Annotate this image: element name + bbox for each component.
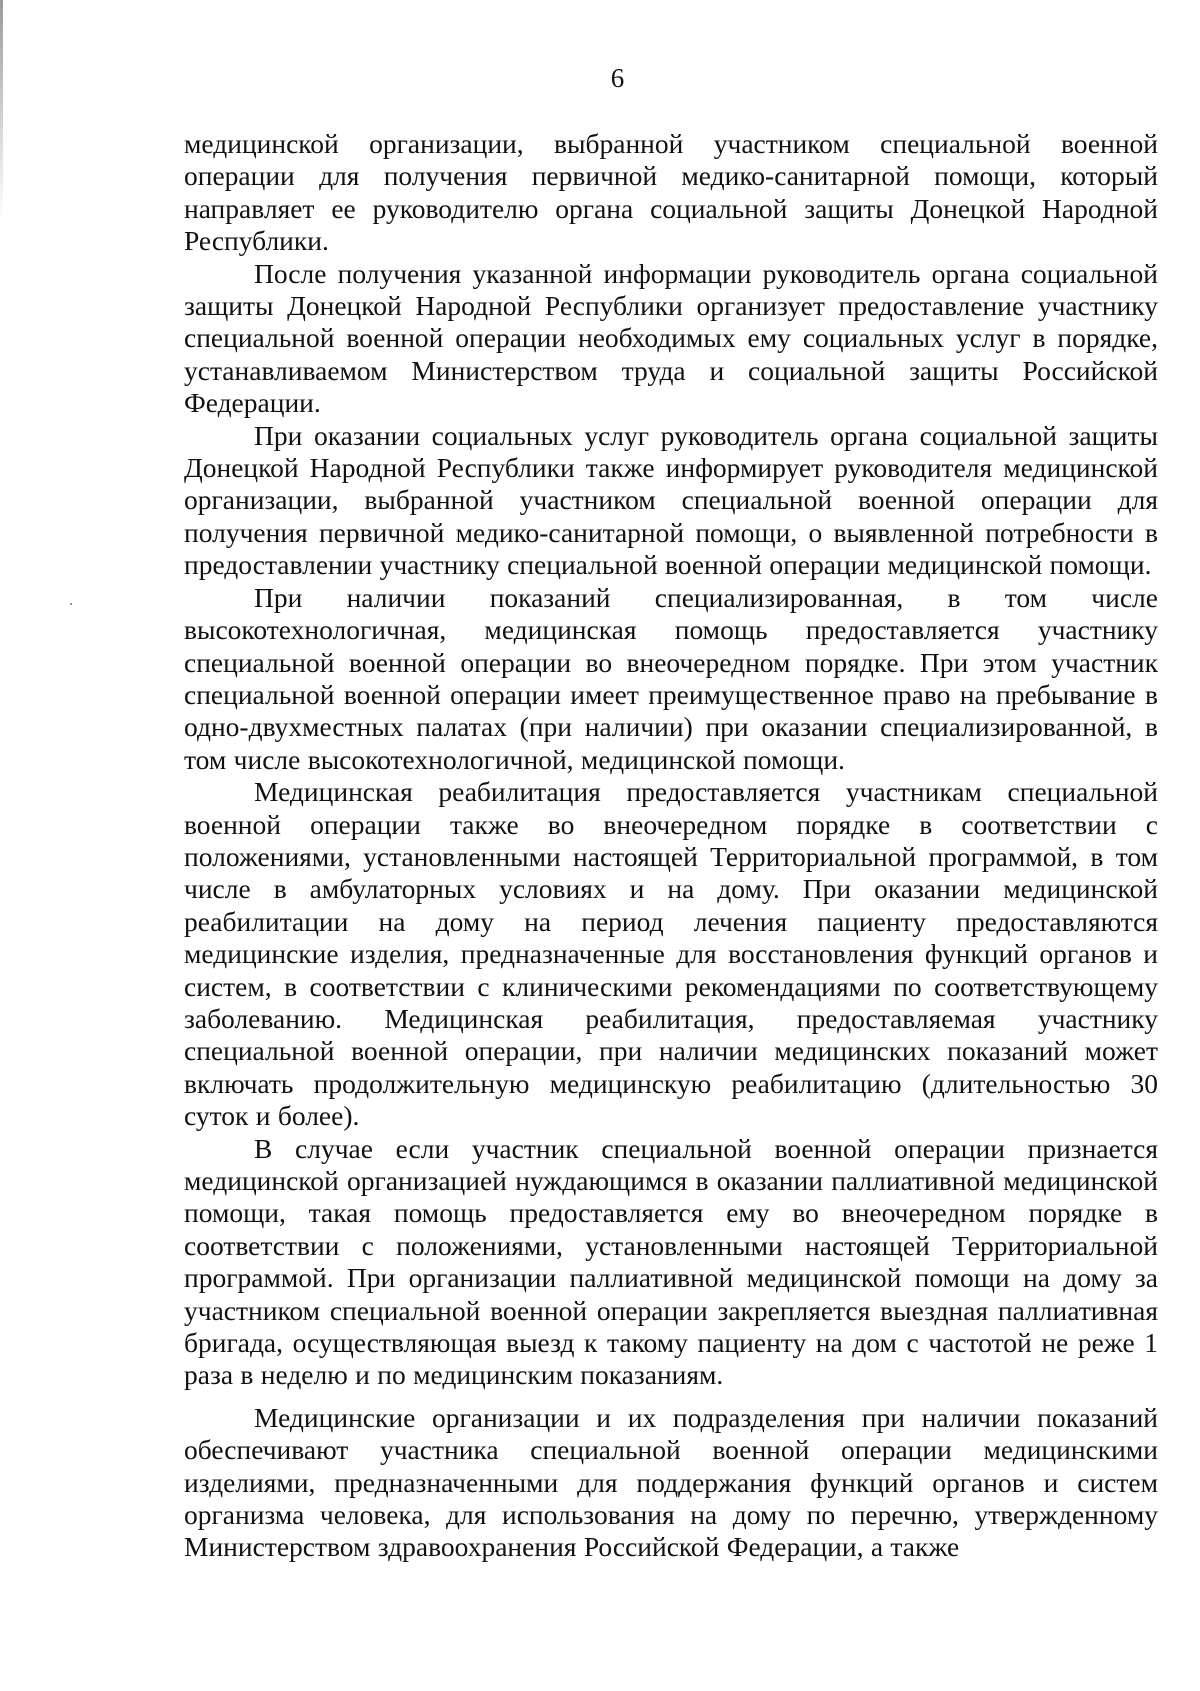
scan-edge-shadow (0, 0, 3, 220)
paragraph: При наличии показаний специализированная, в том числе высокотехнологичная, медицинская помощь предоставляется участнику специальной военной операции во внеочередном порядке. При этом участник специальной военной операции имеет преимущественное право на пребывание в одно-двухместных палатах (при наличии) при оказании специализированной, в том числе высокотехнологичной, медицинской помощи. (184, 581, 1158, 775)
paragraph: медицинской организации, выбранной участником специальной военной операции для получения первичной медико-санитарной помощи, который направляет ее руководителю органа социальной защиты Донецкой Народной Республики. (184, 128, 1158, 257)
paragraph: В случае если участник специальной военной операции признается медицинской организацией нуждающимся в оказании паллиативной медицинской помощи, такая помощь предоставляется ему во внеочередном порядке в соответствии с положениями, установленными настоящей Территориальной программой. При организации паллиативной медицинской помощи на дому за участником специальной военной операции закрепляется выездная паллиативная бригада, осуществляющая выезд к такому пациенту на дом с частотой не реже 1 раза в неделю и по медицинским показаниям. (184, 1132, 1158, 1391)
paragraph: При оказании социальных услуг руководитель органа социальной защиты Донецкой Народной Республики также информирует руководителя медицинской организации, выбранной участником специальной военной операции для получения первичной медико-санитарной помощи, о выявленной потребности в предоставлении участнику специальной военной операции медицинской помощи. (184, 419, 1158, 581)
paragraph: Медицинская реабилитация предоставляется участникам специальной военной операции также во внеочередном порядке в соответствии с положениями, установленными настоящей Территориальной программой, в том числе в амбулаторных условиях и на дому. При оказании медицинской реабилитации на дому на период лечения пациенту предоставляются медицинские изделия, предназначенные для восстановления функций органов и систем, в соответствии с клиническими рекомендациями по соответствующему заболеванию. Медицинская реабилитация, предоставляемая участнику специальной военной операции, при наличии медицинских показаний может включать продолжительную медицинскую реабилитацию (длительностью 30 суток и более). (184, 776, 1158, 1132)
document-body (184, 128, 1158, 1564)
paragraph: После получения указанной информации руководитель органа социальной защиты Донецкой Народной Республики организует предоставление участнику специальной военной операции необходимых ему социальных услуг в порядке, устанавливаемом Министерством труда и социальной защиты Российской Федерации. (184, 257, 1158, 419)
scan-speck (70, 603, 72, 605)
page-number: 6 (610, 63, 625, 93)
paragraph: Медицинские организации и их подразделения при наличии показаний обеспечивают участника специальной военной операции медицинскими изделиями, предназначенными для поддержания функций органов и систем организма человека, для использования на дому по перечню, утвержденному Министерством здравоохранения Российской Федерации, а также (184, 1401, 1158, 1563)
